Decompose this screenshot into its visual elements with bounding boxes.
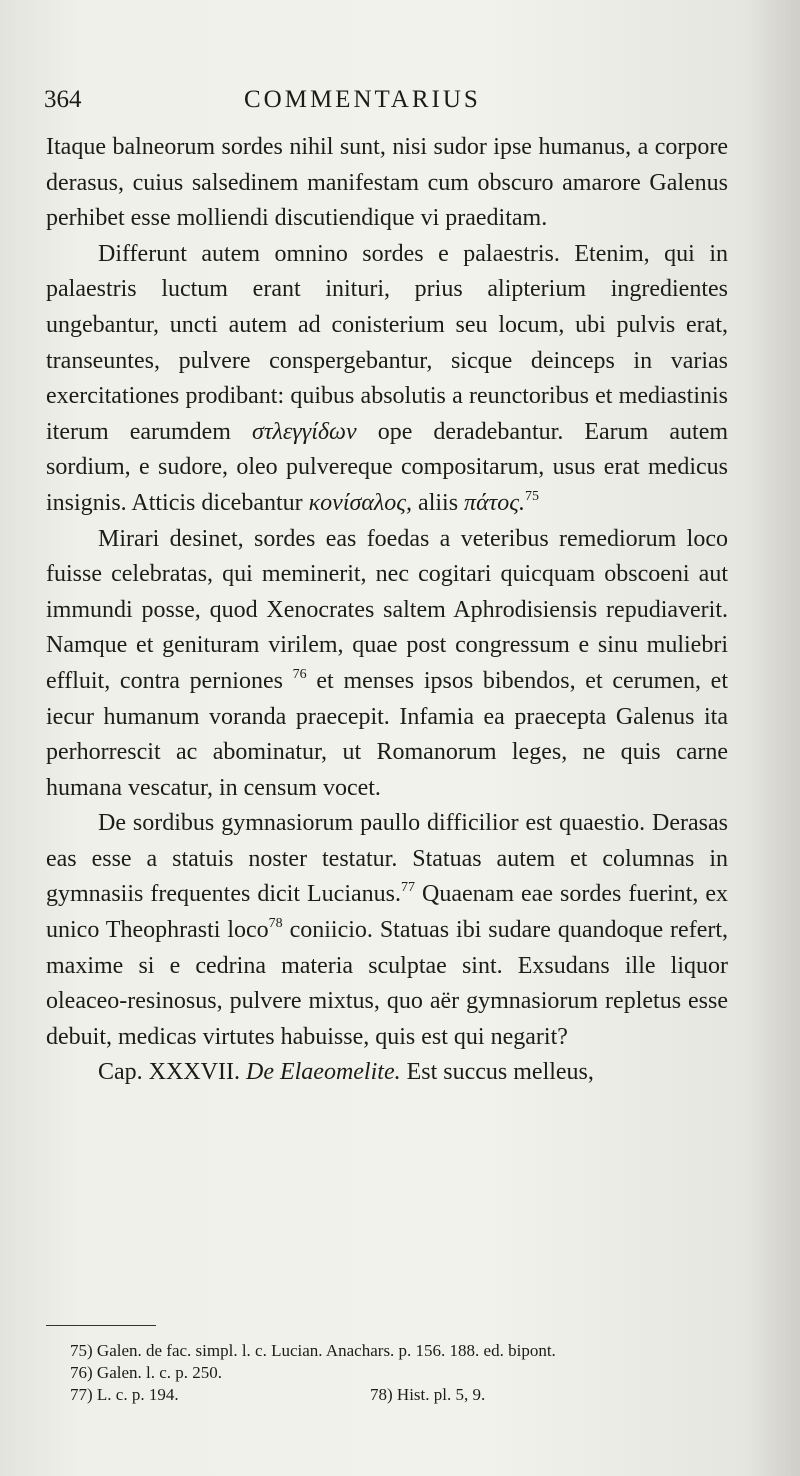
- page-number: 364: [44, 86, 82, 113]
- paragraph-1-text: Itaque balneorum sordes nihil sunt, nisi sudor ipse humanus, a corpore derasus, cuius salsedinem manifestam cum obscuro amarore Galenus perhibet esse molliendi discutiendique vi praeditam.: [46, 134, 728, 232]
- paragraph-4-text-a: De sordibus gymnasiorum paullo difficilior est quaestio. Derasas eas esse a statuis noster testatur. Statuas autem et columnas in gymnasiis frequentes dicit Lucianus.: [46, 810, 728, 908]
- running-head: COMMENTARIUS: [244, 86, 481, 113]
- chapter-title: De Elaeomelite.: [245, 1059, 401, 1086]
- paragraph-2: [46, 237, 728, 522]
- paragraph-2-text-a: Differunt autem omnino sordes e palaestris. Etenim, qui in palaestris luctum erant inituri, prius alipterium ingredientes ungebantur, uncti autem ad conisterium seu locum, ubi pulvis erat, transeuntes, pulvere conspergebantur, sicque deinceps in varias exercitationes prodibant: quibus absolutis a reunctoribus et mediastinis iterum earumdem: [46, 240, 728, 445]
- paragraph-2-text-b: ope deradebantur. Earum autem sordium, e sudore, oleo pulvereque compositarum, usus erat medicus insignis. Atticis dicebantur: [46, 418, 729, 516]
- footnote-78: 78) Hist. pl. 5, 9.: [370, 1385, 486, 1404]
- footnote-75: 75) Galen. de fac. simpl. l. c. Lucian. Anachars. p. 156. 188. ed. bipont.: [70, 1341, 556, 1360]
- paragraph-2-text-c: aliis: [418, 489, 459, 516]
- footnote-row: [46, 1384, 730, 1406]
- body-text: [46, 130, 728, 1091]
- greek-term-strigilium: στλεγγίδων: [252, 418, 357, 445]
- footnote-divider: [46, 1325, 156, 1326]
- paragraph-1: [46, 130, 728, 237]
- greek-term-patos: πάτος.: [464, 489, 525, 516]
- footnote-ref-78: 78: [268, 916, 283, 932]
- paragraph-5: [46, 1055, 728, 1091]
- paragraph-3-text-a: Mirari desinet, sordes eas foedas a veteribus remediorum loco fuisse celebratas, qui meminerit, nec cogitari quicquam obscoeni aut immundi posse, quod Xenocrates saltem Aphrodisiensis repudiaverit. Namque et genituram virilem, quae post congressum e sinu muliebri effluit, contra perniones: [46, 525, 728, 694]
- footnote-ref-77: 77: [401, 880, 415, 896]
- paragraph-4: [46, 806, 728, 1055]
- paragraph-4-text-c: coniicio. Statuas ibi sudare quandoque refert, maxime si e cedrina materia sculptae sint. Exsudans ille liquor oleaceo-resinosus, pulvere mixtus, quo aër gymnasiorum repletus esse debuit, medicas virtutes habuisse, quis est qui negarit?: [46, 917, 729, 1050]
- paragraph-5-text: Est succus melleus,: [406, 1059, 594, 1086]
- footnote-ref-75: 75: [525, 488, 539, 504]
- chapter-number: Cap. XXXVII.: [98, 1059, 240, 1086]
- page-header: [44, 86, 740, 122]
- paragraph-3-text-b: et menses ipsos bibendos, et cerumen, et iecur humanum voranda praecepit. Infamia ea praecepta Galenus ita perhorrescit ac abominatur, ut Romanorum leges, ne quis carne humana vescatur, in censum vocet.: [46, 667, 729, 801]
- footnote-77: 77) L. c. p. 194.: [70, 1385, 179, 1404]
- footnote-ref-76: 76: [292, 666, 307, 682]
- footnote-76: 76) Galen. l. c. p. 250.: [70, 1363, 223, 1382]
- paragraph-3: [46, 522, 728, 807]
- footnotes: [46, 1340, 730, 1406]
- paragraph-4-text-b: Quaenam eae sordes fuerint, ex unico Theophrasti loco: [46, 881, 728, 944]
- greek-term-konisalos: κονίσαλος,: [308, 489, 413, 516]
